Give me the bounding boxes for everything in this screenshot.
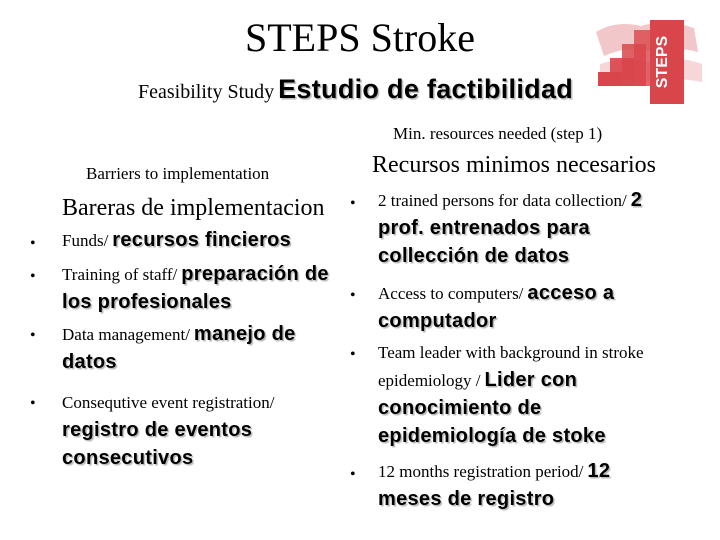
resources-heading-english: Min. resources needed (step 1): [393, 124, 603, 143]
resources-heading-spanish: Recursos minimos necesarios: [372, 152, 656, 178]
item-english: 2 trained persons for data collection/: [378, 191, 627, 210]
barriers-heading-spanish: Bareras de implementacion: [62, 195, 325, 221]
item-english: Team leader with background in stroke epidemiology /: [378, 343, 644, 390]
item-spanish: preparación de los profesionales: [62, 263, 329, 313]
bullet: •: [30, 268, 36, 285]
barrier-item: [62, 261, 334, 317]
resource-item: [378, 458, 678, 514]
bullet: •: [30, 235, 36, 252]
item-spanish: 2 prof. entrenados para collección de datos: [378, 189, 643, 267]
item-english: Funds/: [62, 231, 109, 250]
slide-subtitle: [138, 74, 573, 105]
bullet: •: [30, 395, 36, 412]
bullet: •: [350, 346, 356, 363]
barrier-item: [62, 389, 334, 473]
resource-item: [378, 339, 678, 451]
logo-text: STEPS: [654, 35, 671, 89]
subtitle-english: Feasibility Study: [138, 81, 275, 103]
subtitle-spanish: Estudio de factibilidad: [278, 74, 574, 104]
barrier-item: [62, 321, 334, 377]
item-english: Consequtive event registration/: [62, 393, 275, 412]
slide-title: STEPS Stroke: [244, 15, 476, 60]
bullet: •: [350, 466, 356, 483]
item-english: Data management/: [62, 325, 190, 344]
item-english: Access to computers/: [378, 284, 524, 303]
item-spanish: registro de eventos consecutivos: [62, 419, 253, 469]
steps-logo: [586, 12, 710, 104]
item-english: 12 months registration period/: [378, 462, 584, 481]
item-spanish: acceso a computador: [378, 282, 615, 332]
barriers-heading-english: Barriers to implementation: [86, 164, 270, 183]
resource-item: [378, 280, 678, 336]
item-english: Training of staff/: [62, 265, 178, 284]
barrier-item: [62, 227, 334, 255]
bullet: •: [30, 327, 36, 344]
bullet: •: [350, 287, 356, 304]
item-spanish: Lider con conocimiento de epidemiología de stoke: [378, 369, 606, 447]
item-spanish: manejo de datos: [62, 323, 296, 373]
item-spanish: recursos fincieros: [112, 229, 292, 251]
item-spanish: 12 meses de registro: [378, 460, 611, 510]
bullet: •: [350, 195, 356, 212]
resource-item: [378, 187, 678, 271]
